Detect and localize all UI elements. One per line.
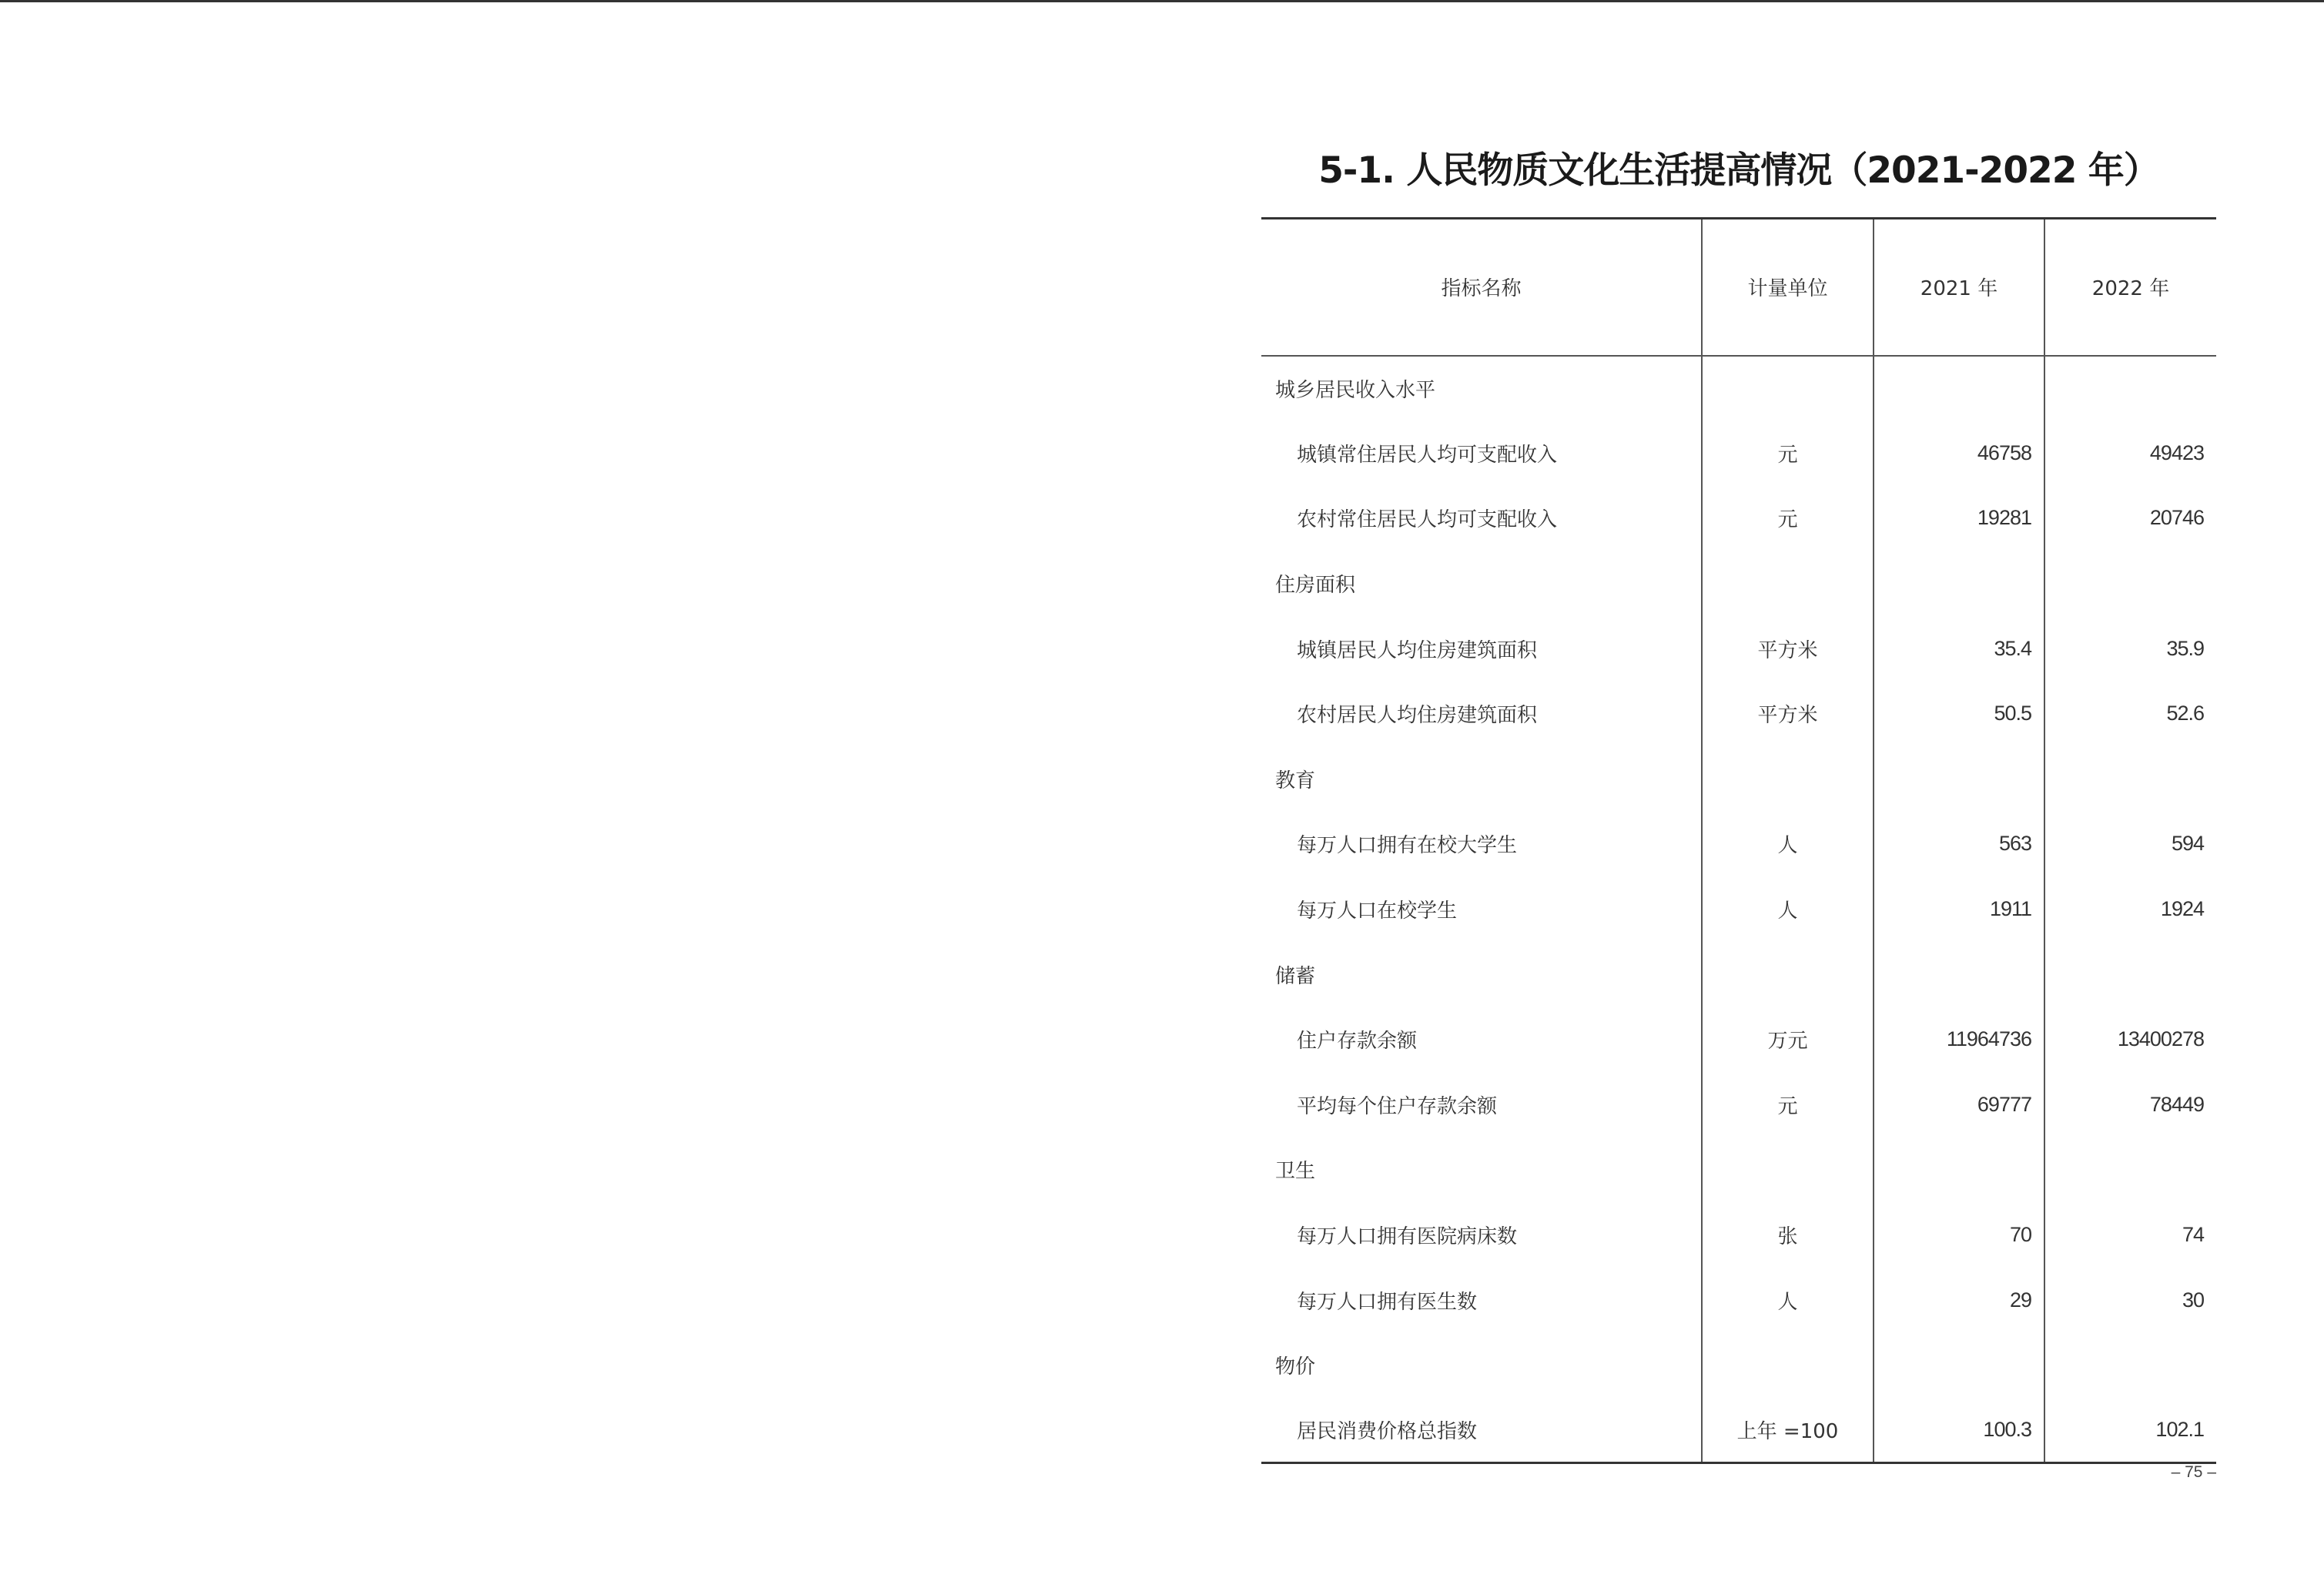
value-2022: 52.6 (2044, 681, 2216, 746)
value-2022: 35.9 (2044, 616, 2216, 682)
value-2022: 74 (2044, 1202, 2216, 1268)
value-2021 (1874, 1332, 2044, 1398)
table-row (1261, 746, 2216, 812)
table-row (1261, 812, 2216, 877)
value-2021: 70 (1874, 1202, 2044, 1268)
table-row (1261, 876, 2216, 942)
indicator-name: 每万人口拥有医生数 (1297, 1290, 1478, 1314)
value-2021: 563 (1874, 812, 2044, 877)
header-year-2021: 2021 年 (1874, 219, 2044, 356)
value-2021: 35.4 (1874, 616, 2044, 682)
table-row (1261, 356, 2216, 421)
value-2022: 594 (2044, 812, 2216, 877)
table-row (1261, 616, 2216, 682)
category-name: 教育 (1275, 769, 1316, 792)
value-2022: 30 (2044, 1268, 2216, 1333)
table-header-row (1261, 219, 2216, 356)
table-row (1261, 420, 2216, 486)
unit-cell: 平方米 (1702, 616, 1874, 682)
unit-cell (1702, 1137, 1874, 1203)
value-2022 (2044, 942, 2216, 1007)
header-unit: 计量单位 (1702, 219, 1874, 356)
table-row (1261, 1202, 2216, 1268)
table-row (1261, 681, 2216, 746)
table-row (1261, 942, 2216, 1007)
value-2021: 19281 (1874, 486, 2044, 551)
value-2021 (1874, 942, 2044, 1007)
indicator-name: 城镇常住居民人均可支配收入 (1297, 443, 1558, 467)
indicator-name: 每万人口在校学生 (1297, 900, 1458, 923)
indicator-name: 每万人口拥有医院病床数 (1297, 1225, 1518, 1249)
table-row (1261, 1137, 2216, 1203)
unit-cell: 元 (1702, 420, 1874, 486)
value-2021: 50.5 (1874, 681, 2044, 746)
table-row (1261, 1332, 2216, 1398)
value-2021: 29 (1874, 1268, 2044, 1333)
indicator-name: 住户存款余额 (1297, 1030, 1418, 1054)
category-name: 储蓄 (1275, 964, 1316, 988)
unit-cell: 人 (1702, 1268, 1874, 1333)
unit-cell (1702, 1332, 1874, 1398)
value-2022: 102.1 (2044, 1398, 2216, 1463)
table-row (1261, 1072, 2216, 1137)
indicator-name: 每万人口拥有在校大学生 (1297, 834, 1518, 858)
unit-cell (1702, 356, 1874, 421)
unit-cell (1702, 746, 1874, 812)
indicator-name: 居民消费价格总指数 (1261, 1398, 1702, 1463)
table-body (1261, 356, 2216, 1463)
category-name: 物价 (1275, 1355, 1316, 1379)
value-2022: 13400278 (2044, 1007, 2216, 1072)
indicator-name: 城镇居民人均住房建筑面积 (1297, 638, 1538, 662)
value-2021: 100.3 (1874, 1398, 2044, 1463)
value-2022 (2044, 1137, 2216, 1203)
value-2022 (2044, 356, 2216, 421)
category-name: 城乡居民收入水平 (1275, 378, 1436, 402)
table-row (1261, 1268, 2216, 1333)
unit-cell: 元 (1702, 1072, 1874, 1137)
header-indicator-name: 指标名称 (1261, 219, 1702, 356)
top-border-line (0, 0, 2324, 2)
table-row (1261, 1007, 2216, 1072)
table-row (1261, 1398, 2216, 1463)
value-2021: 11964736 (1874, 1007, 2044, 1072)
value-2022: 1924 (2044, 876, 2216, 942)
value-2022 (2044, 746, 2216, 812)
value-2021: 69777 (1874, 1072, 2044, 1137)
unit-cell: 张 (1702, 1202, 1874, 1268)
value-2022 (2044, 1332, 2216, 1398)
indicator-name: 平均每个住户存款余额 (1297, 1094, 1498, 1118)
page-number: – 75 – (2171, 1463, 2216, 1481)
value-2022 (2044, 551, 2216, 616)
unit-cell: 人 (1702, 876, 1874, 942)
value-2022: 20746 (2044, 486, 2216, 551)
unit-cell: 人 (1702, 812, 1874, 877)
unit-cell: 上年 =100 (1702, 1398, 1874, 1463)
unit-cell: 万元 (1702, 1007, 1874, 1072)
value-2021 (1874, 356, 2044, 421)
indicator-name: 农村居民人均住房建筑面积 (1297, 704, 1538, 728)
unit-cell: 元 (1702, 486, 1874, 551)
category-name: 卫生 (1275, 1160, 1316, 1184)
value-2021 (1874, 551, 2044, 616)
value-2021: 1911 (1874, 876, 2044, 942)
statistics-table (1261, 217, 2216, 1464)
header-year-2022: 2022 年 (2044, 219, 2216, 356)
unit-cell (1702, 942, 1874, 1007)
page-title: 5-1. 人民物质文化生活提高情况（2021-2022 年） (1318, 149, 2159, 193)
value-2022: 78449 (2044, 1072, 2216, 1137)
table-row (1261, 486, 2216, 551)
category-name: 住房面积 (1275, 574, 1356, 598)
indicator-name: 农村常住居民人均可支配收入 (1297, 508, 1558, 532)
value-2022: 49423 (2044, 420, 2216, 486)
unit-cell (1702, 551, 1874, 616)
unit-cell: 平方米 (1702, 681, 1874, 746)
value-2021 (1874, 746, 2044, 812)
value-2021: 46758 (1874, 420, 2044, 486)
table-row (1261, 551, 2216, 616)
value-2021 (1874, 1137, 2044, 1203)
